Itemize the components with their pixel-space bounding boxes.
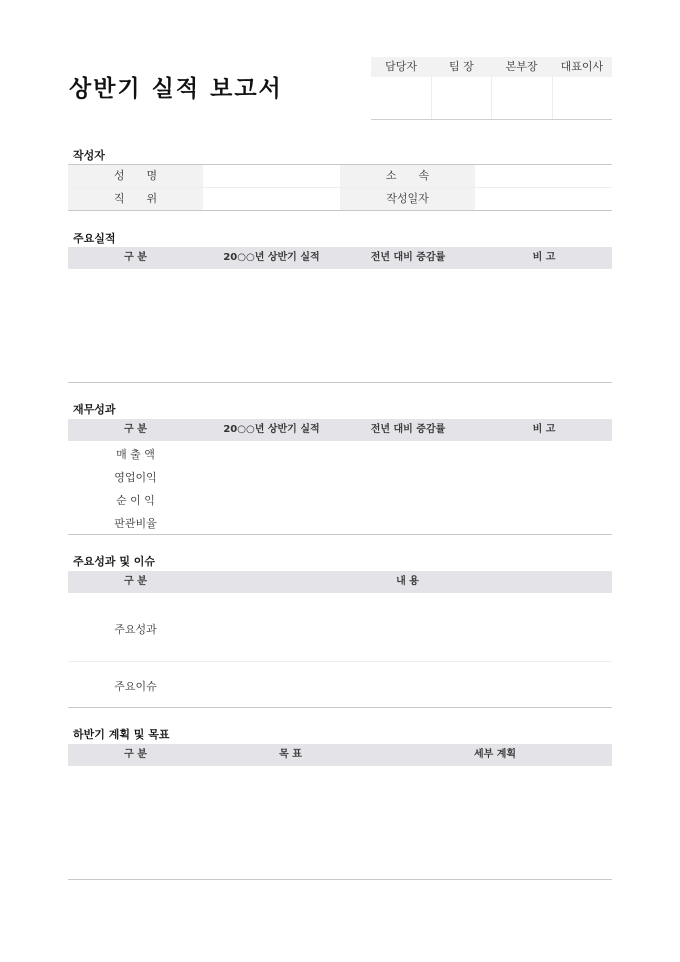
plan-body[interactable] [68, 766, 612, 879]
section-heading-financial: 재무성과 [73, 403, 116, 416]
issues-row-issues: 주요이슈 [114, 680, 157, 693]
divider [68, 707, 612, 708]
financial-table-header [68, 419, 612, 441]
divider [68, 382, 612, 383]
col-header: 구 분 [124, 252, 147, 263]
section-heading-plan: 하반기 계획 및 목표 [73, 728, 170, 741]
col-header: 전년 대비 증감률 [370, 252, 446, 263]
dept-label: 소 속 [340, 165, 475, 187]
page-title: 상반기 실적 보고서 [69, 76, 283, 102]
col-header: 세부 계획 [473, 749, 517, 760]
col-header: 20○○년 상반기 실적 [223, 424, 320, 435]
approval-sign-team-lead[interactable] [431, 77, 492, 119]
position-field[interactable] [203, 188, 340, 210]
financial-row-net-profit: 순 이 익 [116, 494, 155, 507]
section-heading-writer: 작성자 [73, 149, 105, 162]
approval-sign-staff[interactable] [371, 77, 431, 119]
col-header: 내 용 [396, 576, 419, 587]
financial-row-operating-profit: 영업이익 [114, 471, 157, 484]
col-header: 비 고 [532, 424, 556, 435]
approval-header-ceo: 대표이사 [560, 60, 604, 73]
approval-sign-division-head[interactable] [491, 77, 552, 119]
col-header: 20○○년 상반기 실적 [223, 252, 320, 263]
financial-row-sga-ratio: 판관비율 [114, 517, 157, 530]
col-header: 전년 대비 증감률 [370, 424, 446, 435]
col-header: 목 표 [279, 749, 302, 760]
dept-field[interactable] [475, 165, 612, 187]
issues-table-header [68, 571, 612, 593]
position-label: 직 위 [68, 188, 203, 210]
date-label: 작성일자 [340, 188, 475, 210]
name-field[interactable] [203, 165, 340, 187]
col-header: 비 고 [532, 252, 556, 263]
divider [68, 210, 612, 211]
col-header: 구 분 [124, 749, 147, 760]
name-label: 성 명 [68, 165, 203, 187]
financial-row-revenue: 매 출 액 [116, 448, 155, 461]
main-results-body[interactable] [68, 269, 612, 382]
main-results-table-header [68, 247, 612, 269]
divider [68, 879, 612, 880]
approval-header-staff: 담당자 [385, 60, 418, 73]
approval-sign-ceo[interactable] [552, 77, 613, 119]
date-field[interactable] [475, 188, 612, 210]
approval-header-team-lead: 팀 장 [449, 60, 474, 73]
issues-row-achievements: 주요성과 [114, 623, 157, 636]
col-header: 구 분 [124, 576, 147, 587]
col-header: 구 분 [124, 424, 147, 435]
plan-table-header [68, 744, 612, 766]
approval-header-division-head: 본부장 [505, 60, 538, 73]
section-heading-issues: 주요성과 및 이슈 [73, 555, 156, 568]
divider [68, 661, 612, 662]
divider [68, 534, 612, 535]
section-heading-main-results: 주요실적 [73, 232, 116, 245]
approval-box [371, 57, 612, 119]
